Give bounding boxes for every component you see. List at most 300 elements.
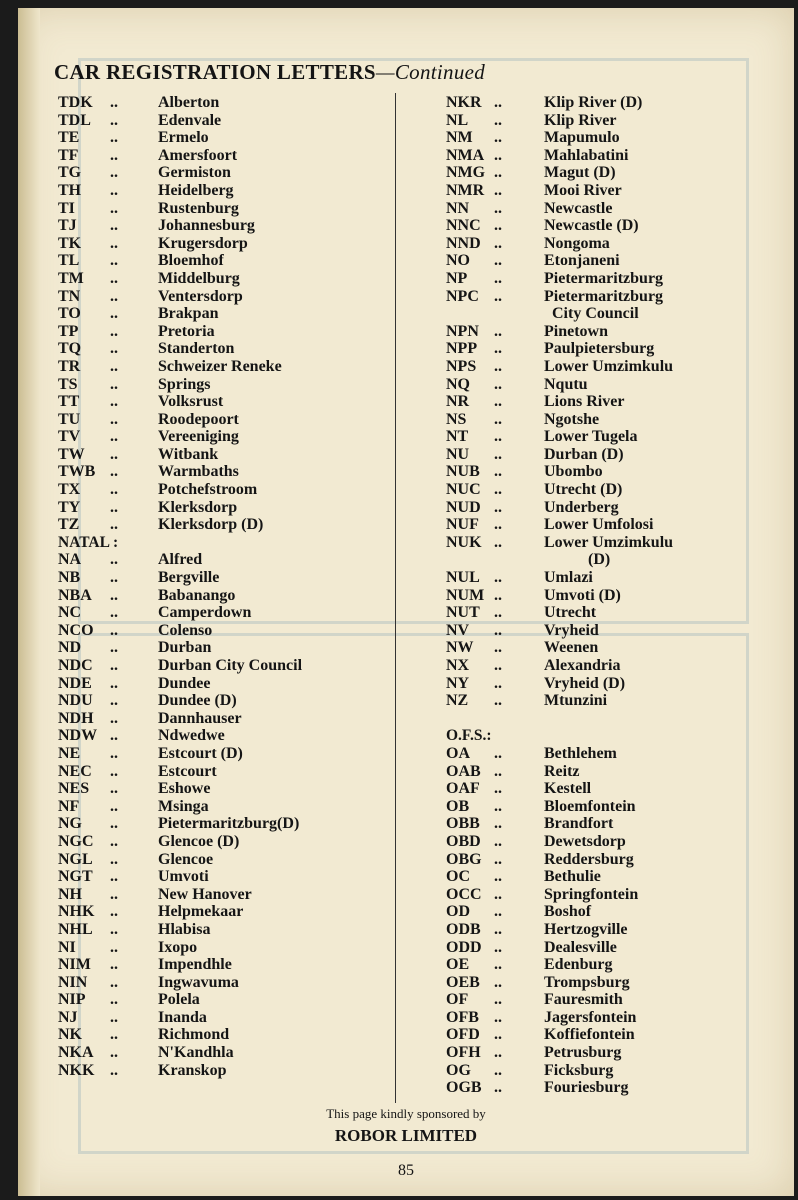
leader-dots: .. [494, 850, 502, 868]
leader-dots: .. [110, 146, 118, 164]
registration-code: NM [446, 129, 473, 147]
section-heading-label: O.F.S.: [446, 727, 492, 745]
leader-dots: .. [110, 569, 118, 587]
leader-dots: .. [494, 657, 502, 674]
leader-dots: .. [110, 674, 118, 692]
place-name: Germiston [158, 164, 231, 182]
place-name: Fouriesburg [544, 1079, 629, 1097]
registration-code: OB [446, 797, 470, 815]
registration-code: NND [446, 234, 481, 252]
registration-code: NI [58, 938, 76, 956]
place-name: Boshof [544, 903, 592, 921]
place-name: Lower Umfolosi [544, 516, 654, 534]
registration-row [446, 1079, 786, 1097]
title-continued: —Continued [375, 60, 486, 84]
place-name: Nongoma [544, 234, 610, 252]
document-page [18, 8, 794, 1196]
leader-dots: .. [110, 868, 118, 886]
place-name: Babanango [158, 586, 236, 604]
leader-dots: .. [494, 146, 502, 164]
registration-code: NKR [446, 94, 482, 111]
leader-dots: .. [494, 287, 502, 305]
registration-row [446, 147, 786, 165]
registration-code: NIM [58, 956, 91, 974]
registration-row [58, 551, 398, 569]
leader-dots: .. [110, 938, 118, 956]
leader-dots: .. [494, 815, 502, 833]
leader-dots: .. [494, 938, 502, 956]
place-name: Springs [158, 375, 211, 393]
leader-dots: .. [110, 393, 118, 411]
place-name: Nqutu [544, 375, 588, 393]
page-title [54, 60, 485, 85]
place-name: Schweizer Reneke [158, 357, 282, 375]
registration-code: NT [446, 428, 469, 446]
place-name: Underberg [544, 498, 619, 516]
registration-code: TI [58, 199, 75, 217]
leader-dots: .. [110, 1026, 118, 1044]
registration-code: TG [58, 164, 82, 182]
registration-row [446, 323, 786, 341]
place-name: Ngotshe [544, 410, 600, 428]
registration-row [58, 675, 398, 693]
registration-code: TR [58, 357, 81, 375]
place-name: Glencoe (D) [158, 832, 240, 850]
leader-dots: .. [494, 393, 502, 411]
place-name: Ixopo [158, 938, 198, 956]
registration-code: NS [446, 410, 467, 428]
registration-code: NGL [58, 850, 93, 868]
registration-code: NUC [446, 481, 481, 499]
registration-row [58, 147, 398, 165]
registration-code: NCO [58, 621, 94, 639]
place-name: Paulpietersburg [544, 340, 655, 358]
section-heading [446, 727, 786, 745]
place-name: Richmond [158, 1026, 230, 1044]
registration-row [446, 745, 786, 763]
leader-dots: .. [494, 164, 502, 182]
blank-row [446, 710, 786, 728]
sponsor-name: ROBOR LIMITED [334, 1126, 478, 1145]
registration-code: NDE [58, 674, 92, 692]
registration-row [58, 745, 398, 763]
place-name: Durban City Council [158, 657, 303, 674]
registration-row [446, 112, 786, 130]
sponsor-line: This page kindly sponsored by [326, 1106, 486, 1121]
registration-code: TDL [58, 111, 91, 129]
registration-row [446, 780, 786, 798]
leader-dots: .. [110, 111, 118, 129]
place-name: Bloemfontein [544, 797, 636, 815]
leader-dots: .. [110, 903, 118, 921]
leader-dots: .. [494, 797, 502, 815]
registration-code: OG [446, 1061, 471, 1079]
leader-dots: .. [110, 709, 118, 727]
place-name: Heidelberg [158, 181, 234, 199]
leader-dots: .. [110, 516, 118, 534]
registration-row [446, 235, 786, 253]
registration-code: NMA [446, 146, 485, 164]
leader-dots: .. [494, 1026, 502, 1044]
registration-code: NPP [446, 340, 478, 358]
registration-row [58, 358, 398, 376]
registration-row [446, 639, 786, 657]
leader-dots: .. [110, 991, 118, 1009]
leader-dots: .. [494, 903, 502, 921]
registration-code: OBB [446, 815, 480, 833]
registration-code: NPS [446, 357, 477, 375]
registration-row [446, 376, 786, 394]
registration-row [446, 604, 786, 622]
leader-dots: .. [494, 991, 502, 1009]
registration-row [446, 903, 786, 921]
registration-row [446, 252, 786, 270]
registration-code: NUB [446, 463, 480, 481]
registration-row [446, 481, 786, 499]
registration-code: TT [58, 393, 80, 411]
registration-code: TW [58, 445, 85, 463]
leader-dots: .. [494, 498, 502, 516]
registration-code: TY [58, 498, 81, 516]
leader-dots: .. [110, 181, 118, 199]
leader-dots: .. [110, 305, 118, 323]
registration-code: NMG [446, 164, 486, 182]
registration-row [58, 939, 398, 957]
leader-dots: .. [110, 1044, 118, 1062]
leader-dots: .. [110, 322, 118, 340]
registration-row [58, 798, 398, 816]
registration-row [58, 851, 398, 869]
registration-code: NEC [58, 762, 92, 780]
leader-dots: .. [494, 129, 502, 147]
place-name: Springfontein [544, 885, 639, 903]
leader-dots: .. [110, 604, 118, 622]
place-name: Etonjaneni [544, 252, 620, 270]
registration-code: NNC [446, 217, 481, 235]
registration-code: OEB [446, 973, 480, 991]
leader-dots: .. [494, 744, 502, 762]
registration-row [58, 305, 398, 323]
place-name: (D) [588, 551, 611, 569]
leader-dots: .. [110, 762, 118, 780]
registration-row [446, 991, 786, 1009]
leader-dots: .. [110, 287, 118, 305]
registration-code: NP [446, 269, 468, 287]
continuation-row [446, 551, 786, 569]
page-gutter [18, 8, 40, 1196]
place-name: Ventersdorp [158, 287, 243, 305]
registration-code: OCC [446, 885, 482, 903]
registration-code: NU [446, 445, 470, 463]
registration-row [58, 182, 398, 200]
place-name: Reddersburg [544, 850, 634, 868]
registration-code: NH [58, 885, 82, 903]
registration-row [446, 974, 786, 992]
leader-dots: .. [110, 727, 118, 745]
registration-code: TL [58, 252, 80, 270]
registration-row [58, 833, 398, 851]
place-name: Camperdown [158, 604, 252, 622]
place-name: Middelburg [158, 269, 240, 287]
place-name: Alberton [158, 94, 220, 111]
registration-code: NGT [58, 868, 93, 886]
registration-row [58, 94, 398, 112]
place-name: Klerksdorp (D) [158, 516, 264, 534]
place-name: Johannesburg [158, 217, 255, 235]
registration-code: TDK [58, 94, 93, 111]
registration-code: NPC [446, 287, 479, 305]
registration-row [446, 675, 786, 693]
leader-dots: .. [110, 885, 118, 903]
place-name: Impendhle [158, 956, 232, 974]
place-name: Warmbaths [158, 463, 239, 481]
continuation-row [446, 305, 786, 323]
place-name: Petrusburg [544, 1044, 622, 1062]
registration-row [58, 956, 398, 974]
place-name: Lower Umzimkulu [544, 357, 674, 375]
registration-row [58, 376, 398, 394]
registration-code: OFH [446, 1044, 481, 1062]
place-name: Umlazi [544, 569, 593, 587]
place-name: Vryheid [544, 621, 599, 639]
leader-dots: .. [494, 181, 502, 199]
registration-row [446, 798, 786, 816]
leader-dots: .. [110, 780, 118, 798]
registration-code: TWB [58, 463, 96, 481]
registration-row [58, 200, 398, 218]
registration-row [446, 340, 786, 358]
place-name: Hertzogville [544, 920, 628, 938]
registration-code: TE [58, 129, 80, 147]
registration-row [58, 164, 398, 182]
place-name: Newcastle (D) [544, 217, 639, 235]
leader-dots: .. [494, 780, 502, 798]
place-name: Vryheid (D) [544, 674, 626, 692]
registration-code: NO [446, 252, 470, 270]
place-name: Dannhauser [158, 709, 242, 727]
registration-row [446, 815, 786, 833]
registration-row [58, 692, 398, 710]
registration-row [446, 1062, 786, 1080]
place-name: Edenvale [158, 111, 222, 129]
place-name: Dewetsdorp [544, 832, 626, 850]
place-name: Colenso [158, 621, 213, 639]
place-name: Hlabisa [158, 920, 211, 938]
registration-code: NE [58, 744, 81, 762]
place-name: Estcourt [158, 762, 217, 780]
place-name: Inanda [158, 1008, 207, 1026]
registration-code: NZ [446, 692, 469, 710]
place-name: Helpmekaar [158, 903, 244, 921]
place-name: Lower Umzimkulu [544, 533, 674, 551]
registration-code: NDC [58, 657, 93, 674]
leader-dots: .. [110, 692, 118, 710]
leader-dots: .. [494, 445, 502, 463]
registration-code: NBA [58, 586, 92, 604]
registration-code: TX [58, 481, 81, 499]
registration-code: NW [446, 639, 474, 657]
place-name: Umvoti (D) [544, 586, 621, 604]
registration-row [58, 288, 398, 306]
leader-dots: .. [110, 199, 118, 217]
registration-code: TM [58, 269, 84, 287]
registration-row [58, 446, 398, 464]
place-name: Brandfort [544, 815, 614, 833]
registration-code: OC [446, 868, 470, 886]
place-name: Pinetown [544, 322, 608, 340]
leader-dots: .. [494, 481, 502, 499]
leader-dots: .. [110, 129, 118, 147]
place-name: Dealesville [544, 938, 617, 956]
registration-code: OFB [446, 1008, 479, 1026]
place-name: Kestell [544, 780, 592, 798]
registration-row [446, 516, 786, 534]
place-name: Alfred [158, 551, 203, 569]
place-name: Mahlabatini [544, 146, 629, 164]
registration-code: TS [58, 375, 78, 393]
leader-dots: .. [110, 850, 118, 868]
registration-row [446, 164, 786, 182]
registration-code: NIP [58, 991, 86, 1009]
registration-code: TK [58, 234, 82, 252]
leader-dots: .. [494, 569, 502, 587]
registration-row [58, 393, 398, 411]
place-name: Roodepoort [158, 410, 239, 428]
place-name: Durban [158, 639, 212, 657]
registration-code: NV [446, 621, 470, 639]
place-name: Vereeniging [158, 428, 239, 446]
registration-row [58, 868, 398, 886]
registration-row [446, 692, 786, 710]
registration-code: OBD [446, 832, 481, 850]
registration-row [446, 129, 786, 147]
registration-row [446, 956, 786, 974]
registration-row [446, 217, 786, 235]
place-name: Pretoria [158, 322, 215, 340]
registration-row [58, 112, 398, 130]
registration-row [446, 270, 786, 288]
right-column [446, 94, 786, 1097]
registration-row [446, 868, 786, 886]
leader-dots: .. [110, 657, 118, 674]
registration-code: NJ [58, 1008, 78, 1026]
place-name: Ubombo [544, 463, 603, 481]
leader-dots: .. [494, 639, 502, 657]
place-name: Utrecht (D) [544, 481, 623, 499]
place-name: Ficksburg [544, 1061, 614, 1079]
registration-row [446, 288, 786, 306]
registration-code: NUT [446, 604, 480, 622]
leader-dots: .. [494, 322, 502, 340]
place-name: Jagersfontein [544, 1008, 637, 1026]
leader-dots: .. [494, 586, 502, 604]
registration-code: NK [58, 1026, 82, 1044]
registration-row [446, 763, 786, 781]
registration-row [446, 921, 786, 939]
registration-code: NX [446, 657, 470, 674]
registration-code: NKA [58, 1044, 94, 1062]
registration-code: NUF [446, 516, 479, 534]
registration-row [58, 323, 398, 341]
leader-dots: .. [110, 340, 118, 358]
place-name: Alexandria [544, 657, 621, 674]
registration-row [58, 604, 398, 622]
place-name: Utrecht [544, 604, 597, 622]
registration-row [446, 939, 786, 957]
registration-row [58, 587, 398, 605]
place-name: Lions River [544, 393, 625, 411]
leader-dots: .. [110, 481, 118, 499]
leader-dots: .. [494, 920, 502, 938]
registration-code: NMR [446, 181, 485, 199]
registration-code: OAB [446, 762, 481, 780]
registration-row [446, 499, 786, 517]
place-name: Krugersdorp [158, 234, 248, 252]
leader-dots: .. [494, 234, 502, 252]
place-name: Klerksdorp [158, 498, 238, 516]
registration-code: NIN [58, 973, 88, 991]
registration-code: NA [58, 551, 82, 569]
place-name: Lower Tugela [544, 428, 638, 446]
registration-code: NQ [446, 375, 470, 393]
registration-row [58, 411, 398, 429]
leader-dots: .. [110, 1061, 118, 1079]
place-name: Polela [158, 991, 200, 1009]
registration-code: TV [58, 428, 81, 446]
registration-row [58, 991, 398, 1009]
registration-code: TQ [58, 340, 82, 358]
registration-code: ODB [446, 920, 481, 938]
leader-dots: .. [110, 357, 118, 375]
leader-dots: .. [494, 1044, 502, 1062]
registration-row [58, 815, 398, 833]
registration-code: OAF [446, 780, 480, 798]
leader-dots: .. [110, 463, 118, 481]
left-column [58, 94, 398, 1079]
place-name: Ndwedwe [158, 727, 225, 745]
registration-code: TF [58, 146, 79, 164]
registration-code: NDH [58, 709, 94, 727]
leader-dots: .. [494, 252, 502, 270]
registration-row [446, 463, 786, 481]
leader-dots: .. [494, 375, 502, 393]
registration-row [446, 446, 786, 464]
registration-code: NKK [58, 1061, 95, 1079]
place-name: Amersfoort [158, 146, 238, 164]
registration-row [446, 587, 786, 605]
leader-dots: .. [494, 973, 502, 991]
registration-code: NHL [58, 920, 93, 938]
registration-row [58, 516, 398, 534]
leader-dots: .. [494, 868, 502, 886]
registration-code: NDU [58, 692, 93, 710]
registration-row [58, 886, 398, 904]
registration-code: NL [446, 111, 469, 129]
registration-row [446, 569, 786, 587]
registration-row [446, 358, 786, 376]
registration-code: NY [446, 674, 470, 692]
registration-code: TN [58, 287, 81, 305]
registration-row [58, 428, 398, 446]
leader-dots: .. [110, 744, 118, 762]
place-name: Klip River [544, 111, 617, 129]
leader-dots: .. [494, 199, 502, 217]
place-name: Brakpan [158, 305, 219, 323]
place-name: Mtunzini [544, 692, 608, 710]
registration-code: NUD [446, 498, 481, 516]
place-name: Witbank [158, 445, 219, 463]
place-name: Rustenburg [158, 199, 239, 217]
